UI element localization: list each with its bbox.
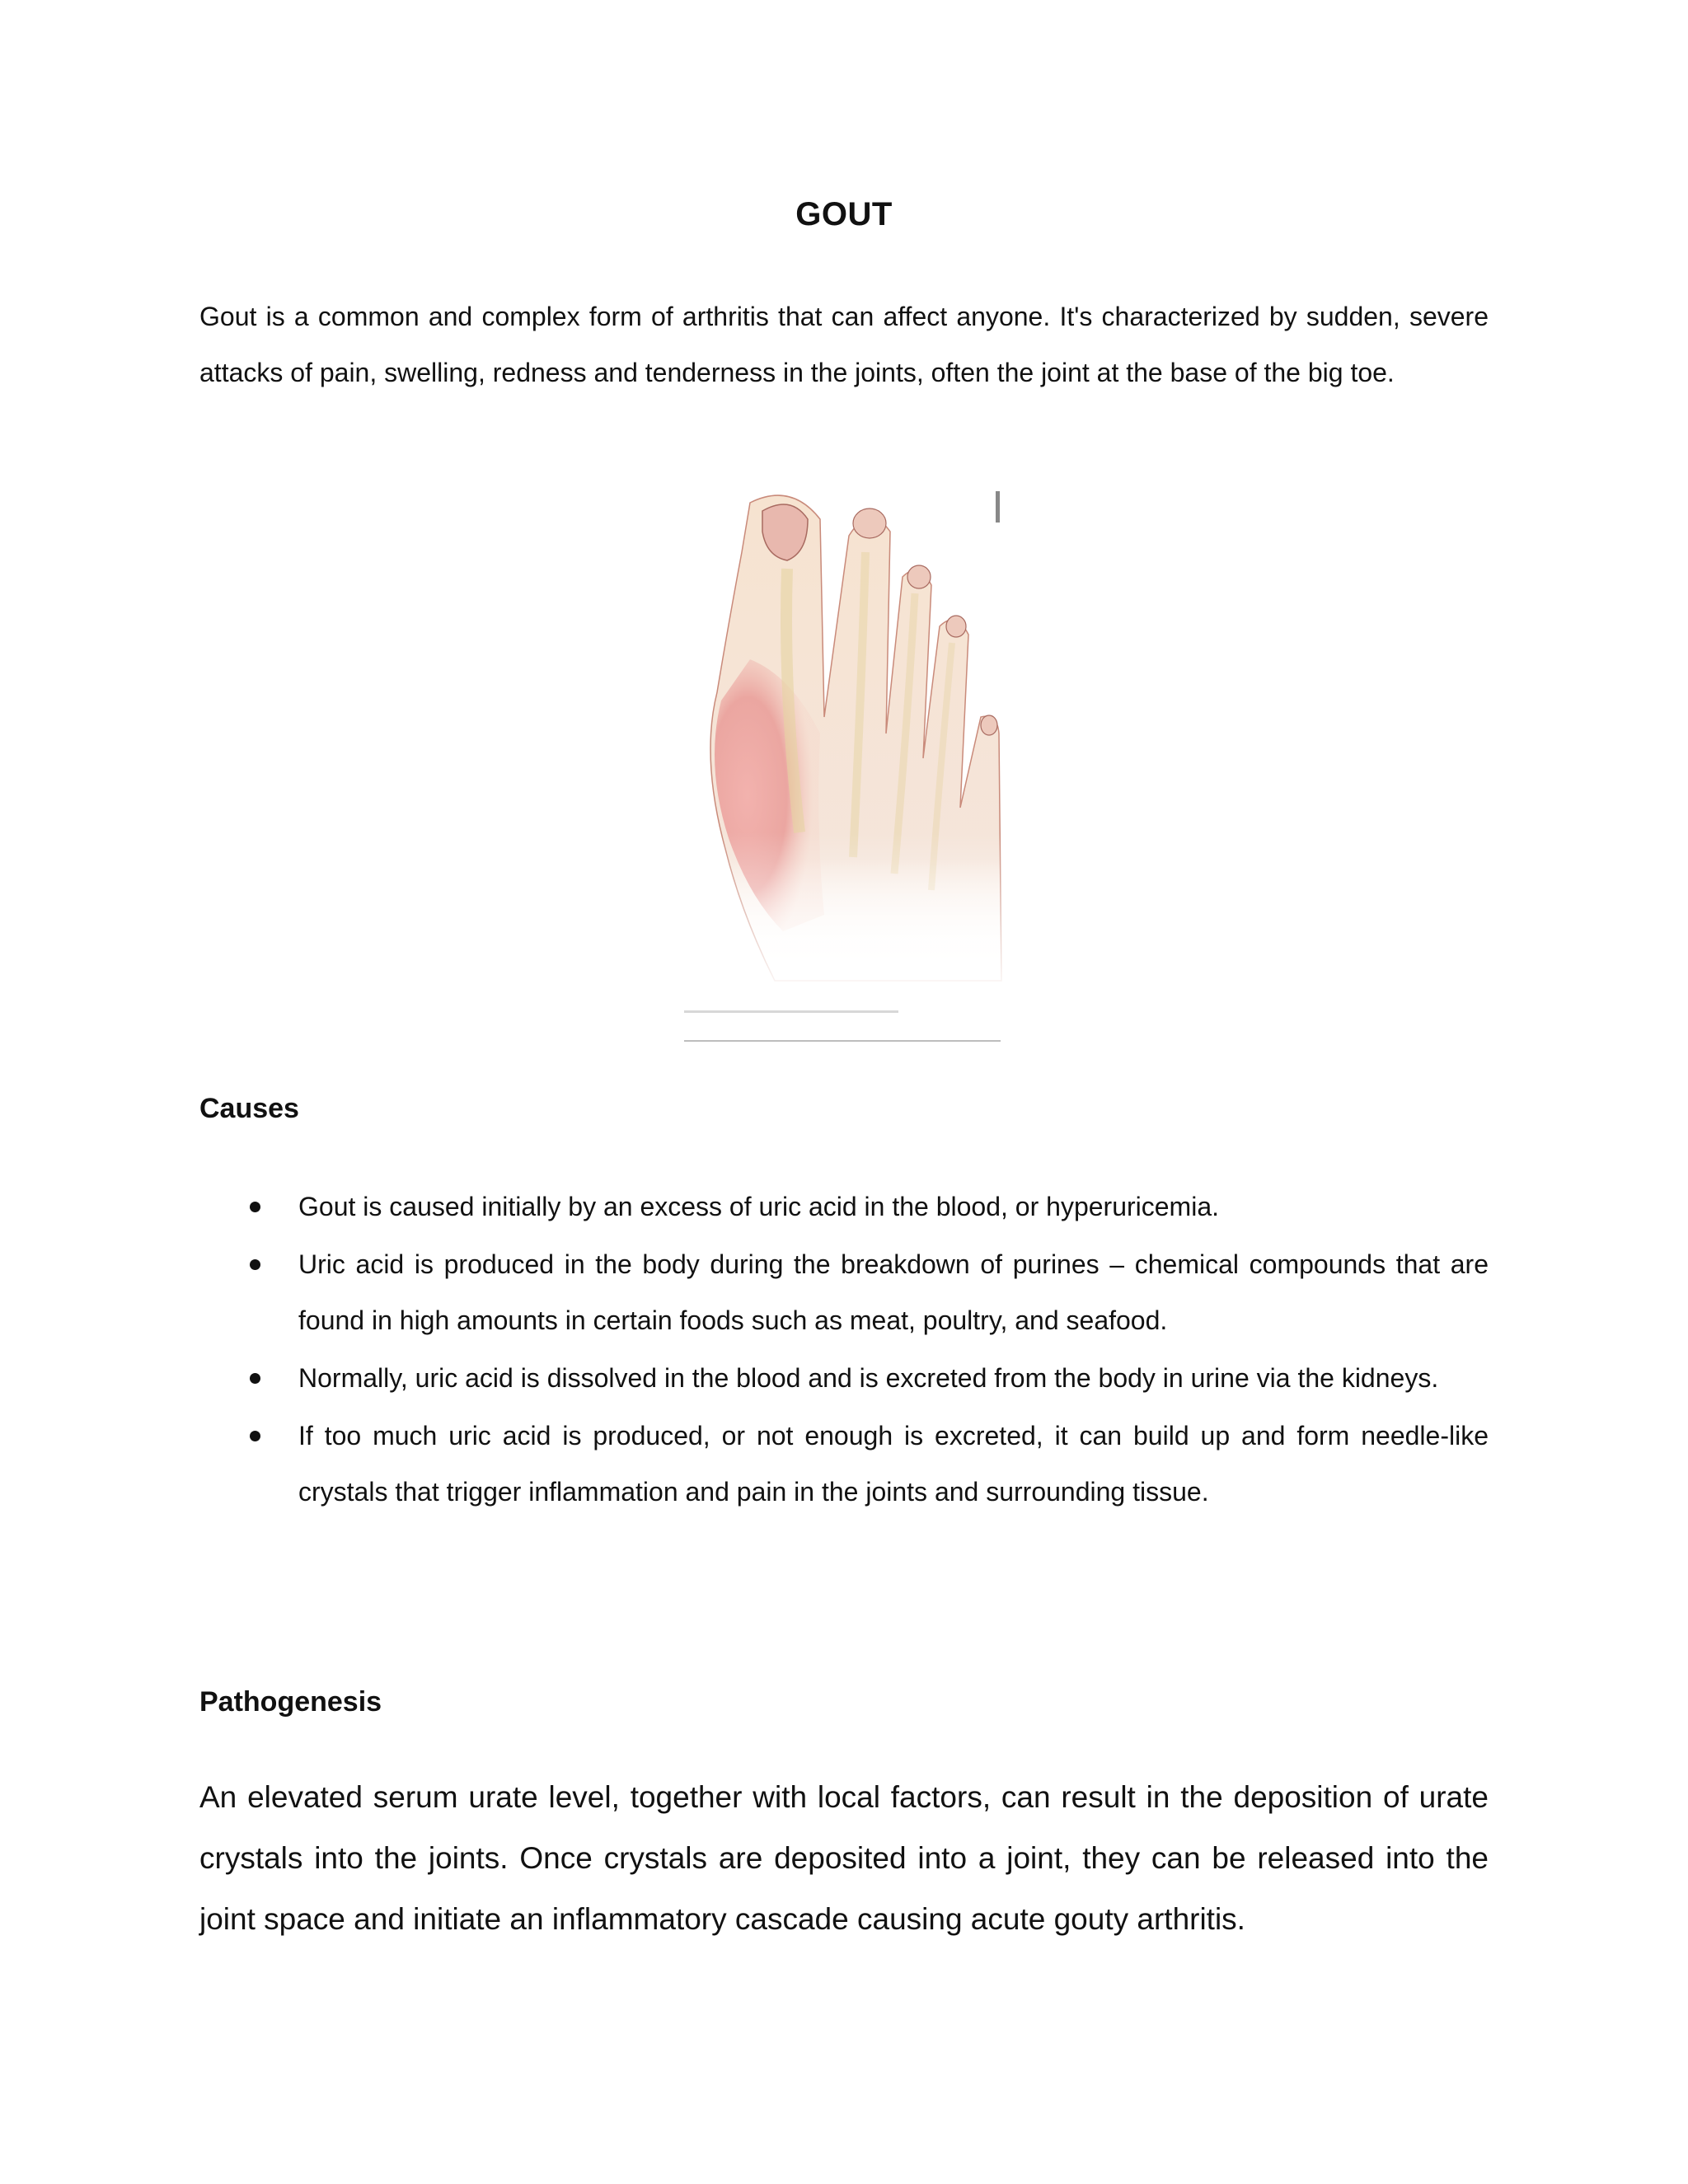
list-item — [199, 1236, 1489, 1348]
bullet-icon — [250, 1373, 260, 1384]
intro-paragraph: Gout is a common and complex form of arthritis that can affect anyone. It's characterized by sudden, severe attacks of pain, swelling, redness and tenderness in the joints, often the joint at the base of the big toe. — [199, 302, 1489, 387]
bullet-icon — [250, 1202, 260, 1212]
gout-foot-illustration — [684, 486, 1006, 1047]
causes-list — [199, 1179, 1489, 1521]
pathogenesis-heading: Pathogenesis — [199, 1686, 382, 1718]
pathogenesis-paragraph: An elevated serum urate level, together with local factors, can result in the deposition of urate crystals into the joints. Once crystals are deposited into a joint, they can be released into the joint space and initiate an inflammatory cascade causing acute gouty arthritis. — [199, 1780, 1489, 1936]
list-item-text: If too much uric acid is produced, or not enough is excreted, it can build up and form needle-like crystals that trigger inflammation and pain in the joints and surrounding tissue. — [298, 1421, 1489, 1507]
causes-heading: Causes — [199, 1093, 299, 1124]
foot-illustration-icon — [684, 486, 1006, 1047]
bullet-icon — [250, 1431, 260, 1441]
list-item — [199, 1179, 1489, 1235]
list-item — [199, 1350, 1489, 1406]
list-item-text: Normally, uric acid is dissolved in the blood and is excreted from the body in urine via the kidneys. — [298, 1363, 1439, 1393]
list-item — [199, 1408, 1489, 1520]
bullet-icon — [250, 1259, 260, 1270]
list-item-text: Uric acid is produced in the body during the breakdown of purines – chemical compounds that are found in high amounts in certain foods such as meat, poultry, and seafood. — [298, 1249, 1489, 1335]
list-item-text: Gout is caused initially by an excess of uric acid in the blood, or hyperuricemia. — [298, 1192, 1219, 1221]
page-title: GOUT — [795, 196, 893, 232]
